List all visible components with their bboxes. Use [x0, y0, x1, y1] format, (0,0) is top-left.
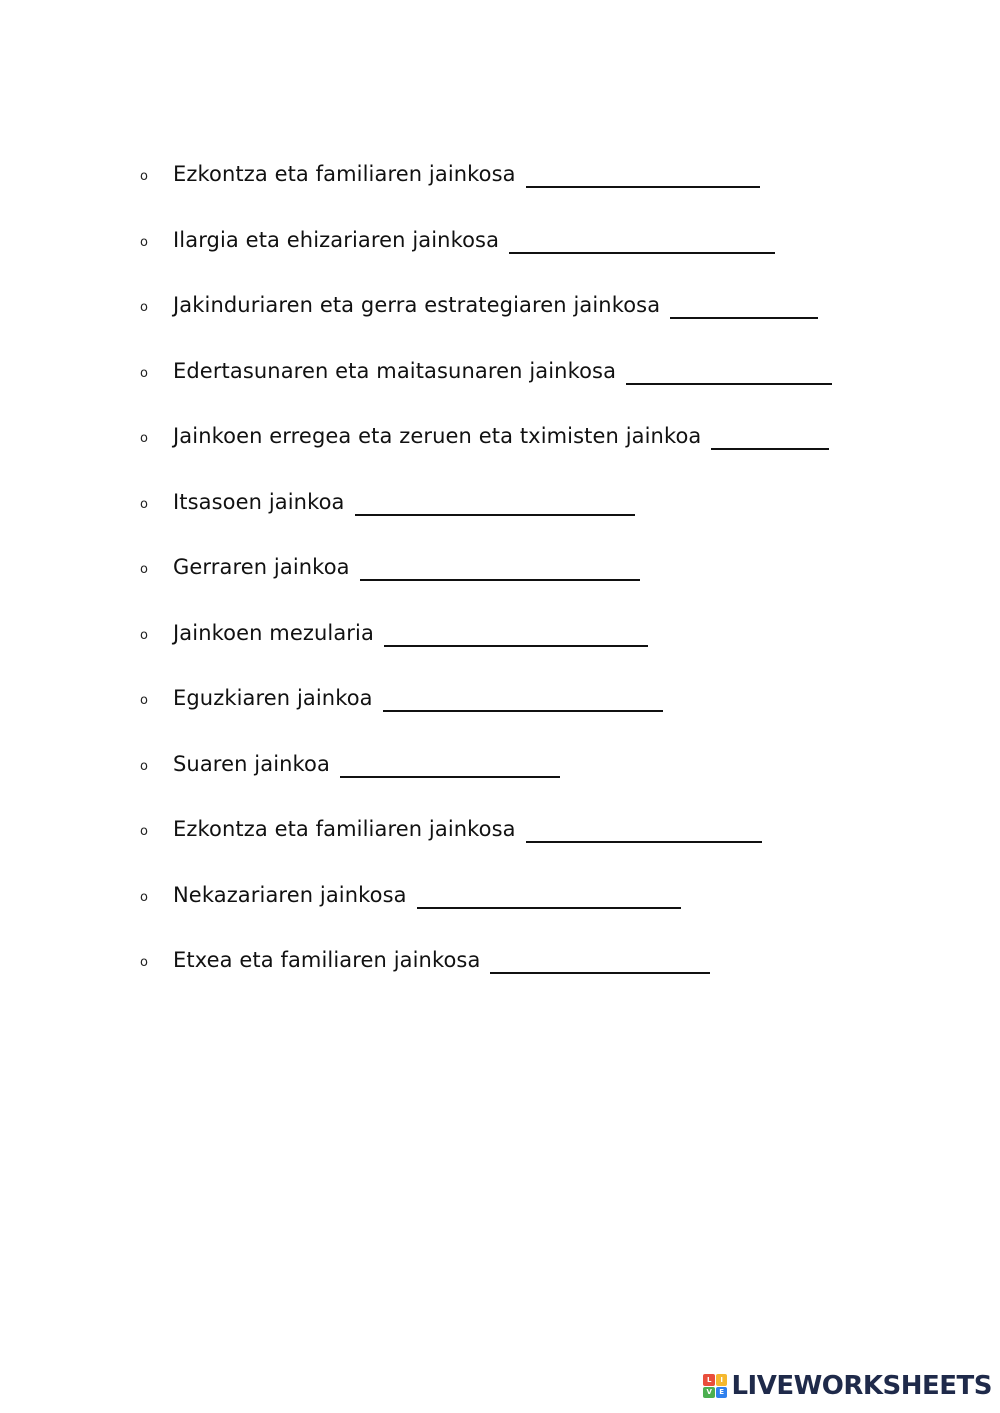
answer-blank[interactable] — [360, 578, 640, 581]
logo-tile: I — [716, 1374, 728, 1386]
list-item — [140, 283, 900, 349]
question-label: Jakinduriaren eta gerra estrategiaren jainkosa — [173, 293, 661, 317]
list-item — [140, 611, 900, 677]
question-label: Jainkoen erregea eta zeruen eta tximisten jainkoa — [173, 424, 702, 448]
logo-tile: E — [716, 1387, 728, 1399]
answer-blank[interactable] — [509, 251, 775, 254]
bullet-icon: o — [140, 431, 148, 446]
question-label: Itsasoen jainkoa — [173, 489, 345, 514]
logo-tile: V — [703, 1387, 715, 1399]
answer-blank[interactable] — [384, 644, 648, 647]
question-label: Ilargia eta ehizariaren jainkosa — [173, 227, 500, 252]
question-label: Gerraren jainkoa — [173, 555, 350, 579]
bullet-icon: o — [140, 496, 148, 512]
bullet-icon: o — [140, 955, 148, 970]
bullet-icon: o — [140, 234, 148, 250]
bullet-icon: o — [140, 365, 148, 381]
answer-blank[interactable] — [490, 971, 710, 974]
question-label: Edertasunaren eta maitasunaren jainkosa — [173, 358, 617, 383]
bullet-icon: o — [140, 562, 148, 577]
question-list — [140, 152, 900, 1004]
list-item — [140, 938, 900, 1004]
answer-blank[interactable] — [526, 840, 762, 843]
list-item — [140, 414, 900, 480]
list-item — [140, 742, 900, 808]
answer-blank[interactable] — [340, 775, 560, 778]
bullet-icon: o — [140, 824, 148, 839]
list-item — [140, 676, 900, 742]
brand-name: LIVEWORKSHEETS — [731, 1371, 992, 1401]
list-item — [140, 349, 900, 415]
liveworksheets-brand — [703, 1371, 992, 1401]
liveworksheets-logo-icon — [703, 1374, 727, 1398]
bullet-icon: o — [140, 889, 148, 905]
list-item — [140, 807, 900, 873]
bullet-icon: o — [140, 300, 148, 315]
list-item — [140, 545, 900, 611]
logo-tile: L — [703, 1374, 715, 1386]
question-label: Jainkoen mezularia — [173, 620, 374, 645]
answer-blank[interactable] — [711, 447, 829, 450]
bullet-icon: o — [140, 169, 148, 184]
answer-blank[interactable] — [383, 709, 663, 712]
list-item — [140, 218, 900, 284]
bullet-icon: o — [140, 693, 148, 708]
question-label: Ezkontza eta familiaren jainkosa — [173, 162, 516, 186]
question-label: Eguzkiaren jainkoa — [173, 686, 373, 710]
answer-blank[interactable] — [355, 513, 635, 516]
answer-blank[interactable] — [526, 185, 760, 188]
list-item — [140, 480, 900, 546]
bullet-icon: o — [140, 758, 148, 774]
list-item — [140, 873, 900, 939]
bullet-icon: o — [140, 627, 148, 643]
question-label: Etxea eta familiaren jainkosa — [173, 948, 481, 972]
question-label: Nekazariaren jainkosa — [173, 882, 407, 907]
answer-blank[interactable] — [626, 382, 832, 385]
answer-blank[interactable] — [417, 906, 681, 909]
question-label: Ezkontza eta familiaren jainkosa — [173, 817, 516, 841]
question-label: Suaren jainkoa — [173, 751, 330, 776]
list-item — [140, 152, 900, 218]
answer-blank[interactable] — [670, 316, 818, 319]
